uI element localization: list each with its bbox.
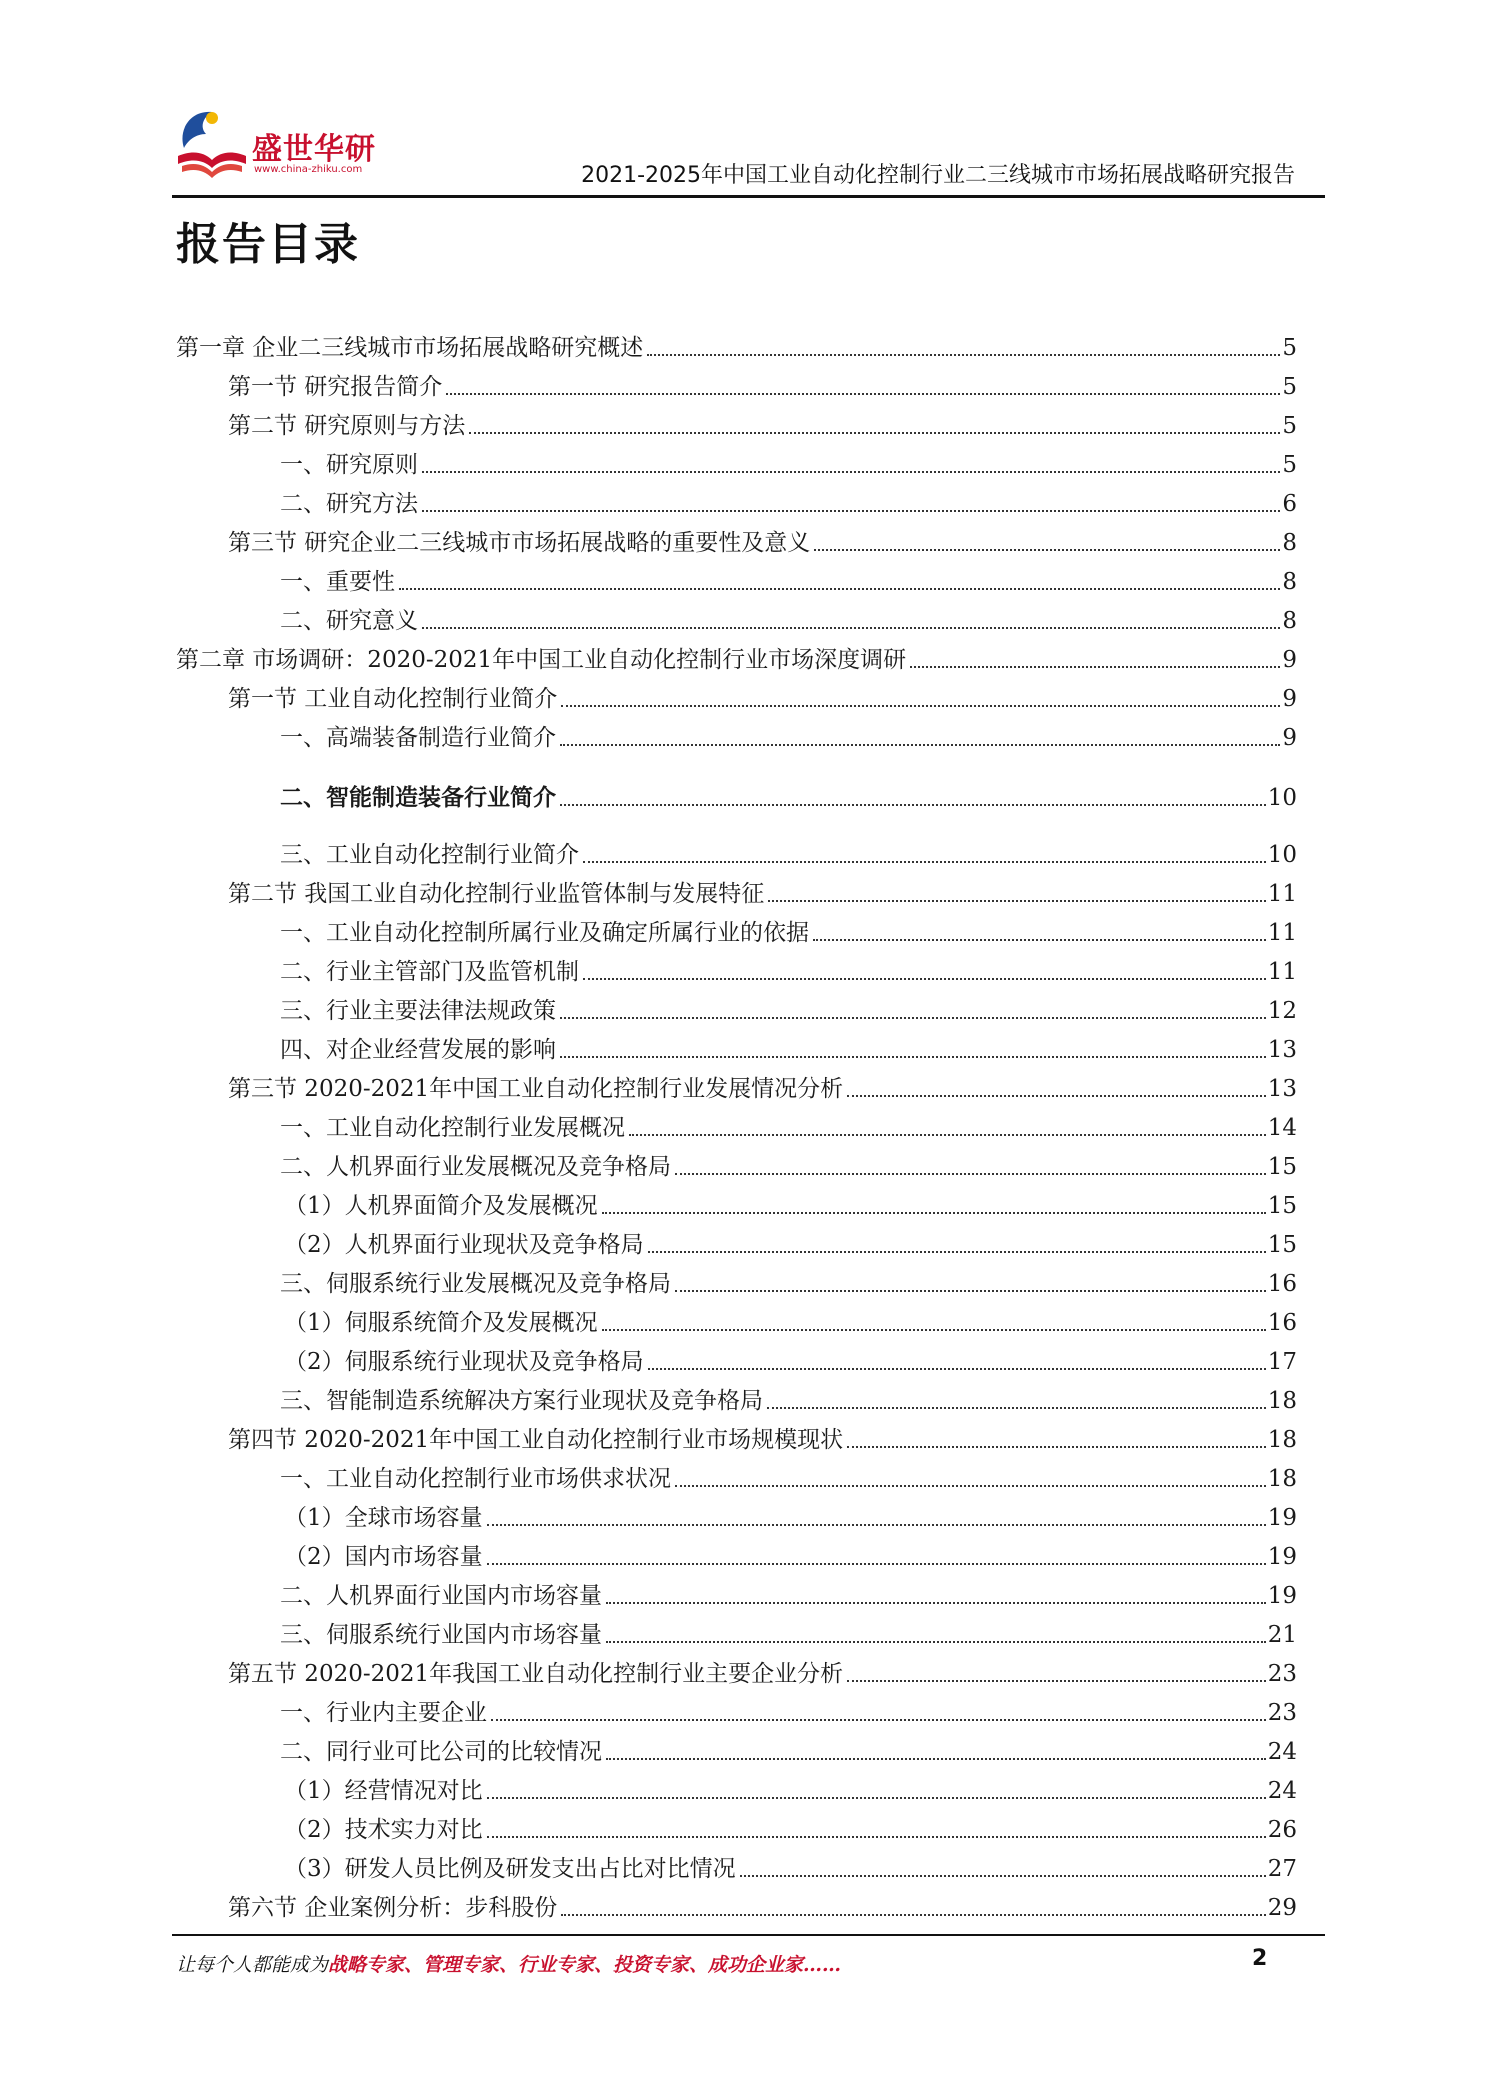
logo-book-icon [172, 104, 252, 184]
toc-entry-title: 二、同行业可比公司的比较情况 [280, 1739, 602, 1765]
toc-entry[interactable] [280, 1106, 1297, 1142]
toc-entry-page: 11 [1267, 959, 1297, 985]
toc-entry-page: 11 [1267, 881, 1297, 907]
company-logo [172, 100, 387, 190]
toc-entry[interactable] [280, 1028, 1297, 1064]
toc-entry-page: 8 [1282, 569, 1297, 595]
toc-entry[interactable] [228, 677, 1297, 713]
toc-entry-title: 三、行业主要法律法规政策 [280, 998, 556, 1024]
toc-entry-page: 8 [1282, 608, 1297, 634]
toc-entry-page: 9 [1282, 686, 1297, 712]
toc-entry[interactable] [280, 1691, 1297, 1727]
toc-dot-leader [469, 432, 1280, 434]
toc-entry-title: 一、工业自动化控制行业市场供求状况 [280, 1466, 671, 1492]
toc-entry[interactable] [280, 599, 1297, 635]
toc-entry-page: 19 [1267, 1505, 1297, 1531]
toc-dot-leader [648, 1368, 1266, 1370]
toc-dot-leader [647, 354, 1280, 356]
toc-entry-title: （1）伺服系统简介及发展概况 [284, 1310, 598, 1336]
toc-entry-page: 16 [1267, 1271, 1297, 1297]
toc-entry[interactable] [284, 1808, 1297, 1844]
footer-slogan-prefix: 让每个人都能成为 [176, 1954, 329, 1976]
toc-entry[interactable] [280, 1730, 1297, 1766]
toc-entry-page: 10 [1267, 785, 1297, 811]
toc-entry[interactable] [280, 1145, 1297, 1181]
toc-entry[interactable] [284, 1847, 1297, 1883]
page-number: 2 [1252, 1946, 1268, 1971]
toc-entry[interactable] [284, 1340, 1297, 1376]
toc-entry-page: 19 [1267, 1544, 1297, 1570]
toc-entry-page: 5 [1282, 335, 1297, 361]
report-title: 2021-2025年中国工业自动化控制行业二三线城市市场拓展战略研究报告 [581, 163, 1295, 188]
toc-dot-leader [491, 1719, 1266, 1721]
toc-entry[interactable] [176, 638, 1297, 674]
toc-entry[interactable] [280, 833, 1297, 869]
toc-entry-title: 第五节 2020-2021年我国工业自动化控制行业主要企业分析 [228, 1661, 844, 1687]
toc-dot-leader [675, 1173, 1266, 1175]
footer-divider [172, 1934, 1325, 1936]
toc-dot-leader [813, 939, 1266, 941]
toc-entry[interactable] [280, 1613, 1297, 1649]
toc-dot-leader [487, 1836, 1266, 1838]
toc-dot-leader [675, 1290, 1266, 1292]
toc-entry[interactable] [176, 326, 1297, 362]
toc-entry-title: （1）人机界面简介及发展概况 [284, 1193, 598, 1219]
toc-entry-title: 一、研究原则 [280, 452, 418, 478]
toc-entry[interactable] [280, 1379, 1297, 1415]
toc-entry-title: 第三节 2020-2021年中国工业自动化控制行业发展情况分析 [228, 1076, 844, 1102]
toc-entry[interactable] [284, 1223, 1297, 1259]
toc-dot-leader [399, 588, 1280, 590]
toc-entry-title: 二、人机界面行业发展概况及竞争格局 [280, 1154, 671, 1180]
toc-dot-leader [606, 1758, 1266, 1760]
toc-entry-page: 10 [1267, 842, 1297, 868]
toc-entry[interactable] [280, 776, 1297, 812]
toc-entry-title: 一、工业自动化控制行业发展概况 [280, 1115, 625, 1141]
toc-entry-title: （2）伺服系统行业现状及竞争格局 [284, 1349, 644, 1375]
toc-entry-page: 11 [1267, 920, 1297, 946]
toc-dot-leader [422, 627, 1280, 629]
logo-name: 盛世华研 [252, 132, 376, 167]
toc-entry-page: 18 [1267, 1427, 1297, 1453]
toc-dot-leader [675, 1485, 1266, 1487]
toc-entry-title: 二、研究意义 [280, 608, 418, 634]
toc-entry-page: 18 [1267, 1388, 1297, 1414]
toc-entry-page: 5 [1282, 452, 1297, 478]
toc-entry-page: 5 [1282, 374, 1297, 400]
toc-entry-page: 26 [1267, 1817, 1297, 1843]
toc-dot-leader [583, 861, 1266, 863]
toc-dot-leader [487, 1797, 1266, 1799]
toc-entry-title: 三、伺服系统行业发展概况及竞争格局 [280, 1271, 671, 1297]
toc-dot-leader [847, 1446, 1266, 1448]
toc-entry-title: 三、伺服系统行业国内市场容量 [280, 1622, 602, 1648]
toc-dot-leader [602, 1329, 1266, 1331]
toc-entry-page: 13 [1267, 1076, 1297, 1102]
toc-entry-page: 19 [1267, 1583, 1297, 1609]
toc-entry-title: 第一章 企业二三线城市市场拓展战略研究概述 [176, 335, 644, 361]
toc-dot-leader [606, 1641, 1266, 1643]
toc-entry-page: 9 [1282, 647, 1297, 673]
toc-entry[interactable] [284, 1769, 1297, 1805]
toc-dot-leader [561, 705, 1280, 707]
toc-entry-title: 第二节 研究原则与方法 [228, 413, 466, 439]
toc-dot-leader [740, 1875, 1266, 1877]
footer-slogan [176, 1950, 841, 1977]
toc-entry-page: 23 [1267, 1661, 1297, 1687]
toc-entry-page: 14 [1267, 1115, 1297, 1141]
toc-entry-title: （1）经营情况对比 [284, 1778, 483, 1804]
toc-entry[interactable] [284, 1496, 1297, 1532]
toc-dot-leader [606, 1602, 1266, 1604]
toc-entry-title: 三、工业自动化控制行业简介 [280, 842, 579, 868]
toc-entry-title: 一、高端装备制造行业简介 [280, 725, 556, 751]
toc-entry-page: 8 [1282, 530, 1297, 556]
toc-dot-leader [487, 1524, 1266, 1526]
toc-dot-leader [560, 1056, 1266, 1058]
toc-dot-leader [583, 978, 1266, 980]
toc-entry-title: 一、重要性 [280, 569, 395, 595]
toc-entry[interactable] [228, 872, 1297, 908]
toc-entry-page: 15 [1267, 1232, 1297, 1258]
toc-entry[interactable] [228, 365, 1297, 401]
toc-dot-leader [561, 1914, 1265, 1916]
toc-dot-leader [768, 900, 1265, 902]
toc-entry-page: 24 [1267, 1739, 1297, 1765]
toc-entry-title: （1）全球市场容量 [284, 1505, 483, 1531]
toc-entry[interactable] [280, 1457, 1297, 1493]
toc-entry[interactable] [228, 1652, 1297, 1688]
toc-entry[interactable] [280, 716, 1297, 752]
toc-entry-page: 13 [1267, 1037, 1297, 1063]
toc-entry-page: 17 [1267, 1349, 1297, 1375]
toc-entry-title: 第一节 研究报告简介 [228, 374, 443, 400]
toc-entry[interactable] [228, 1418, 1297, 1454]
toc-dot-leader [602, 1212, 1266, 1214]
toc-dot-leader [847, 1095, 1266, 1097]
toc-entry-title: 第三节 研究企业二三线城市市场拓展战略的重要性及意义 [228, 530, 811, 556]
toc-entry[interactable] [280, 1262, 1297, 1298]
toc-entry-page: 9 [1282, 725, 1297, 751]
toc-entry-page: 24 [1267, 1778, 1297, 1804]
toc-dot-leader [446, 393, 1280, 395]
toc-dot-leader [814, 549, 1280, 551]
toc-entry[interactable] [228, 521, 1297, 557]
toc-dot-leader [629, 1134, 1266, 1136]
toc-dot-leader [422, 510, 1280, 512]
logo-url: www.china-zhiku.com [254, 164, 363, 175]
toc-entry-title: 第六节 企业案例分析：步科股份 [228, 1895, 558, 1921]
toc-dot-leader [560, 804, 1266, 806]
toc-entry[interactable] [228, 1886, 1297, 1922]
toc-entry-title: （2）人机界面行业现状及竞争格局 [284, 1232, 644, 1258]
toc-entry[interactable] [280, 1574, 1297, 1610]
toc-entry-title: （2）技术实力对比 [284, 1817, 483, 1843]
toc-entry-page: 6 [1282, 491, 1297, 517]
toc-dot-leader [648, 1251, 1266, 1253]
toc-entry[interactable] [284, 1184, 1297, 1220]
toc-entry-title: 二、智能制造装备行业简介 [280, 785, 556, 811]
toc-entry-page: 21 [1267, 1622, 1297, 1648]
toc-entry-title: 一、工业自动化控制所属行业及确定所属行业的依据 [280, 920, 809, 946]
header-divider [172, 195, 1325, 198]
toc-entry-page: 15 [1267, 1154, 1297, 1180]
toc-entry-title: 一、行业内主要企业 [280, 1700, 487, 1726]
toc-entry[interactable] [280, 482, 1297, 518]
toc-entry-page: 23 [1267, 1700, 1297, 1726]
toc-entry-title: 第四节 2020-2021年中国工业自动化控制行业市场规模现状 [228, 1427, 844, 1453]
toc-entry[interactable] [228, 404, 1297, 440]
toc-entry-title: （2）国内市场容量 [284, 1544, 483, 1570]
toc-dot-leader [487, 1563, 1266, 1565]
toc-entry-title: 第一节 工业自动化控制行业简介 [228, 686, 558, 712]
toc-dot-leader [910, 666, 1280, 668]
toc-entry-page: 5 [1282, 413, 1297, 439]
toc-dot-leader [560, 744, 1280, 746]
toc-entry-title: 四、对企业经营发展的影响 [280, 1037, 556, 1063]
toc-entry-page: 18 [1267, 1466, 1297, 1492]
page-title: 报告目录 [176, 219, 360, 270]
toc-entry-title: 二、研究方法 [280, 491, 418, 517]
toc-dot-leader [422, 471, 1280, 473]
toc-entry-title: 第二节 我国工业自动化控制行业监管体制与发展特征 [228, 881, 765, 907]
toc-entry-title: 第二章 市场调研：2020-2021年中国工业自动化控制行业市场深度调研 [176, 647, 907, 673]
toc-entry-title: 三、智能制造系统解决方案行业现状及竞争格局 [280, 1388, 763, 1414]
toc-dot-leader [767, 1407, 1266, 1409]
toc-entry[interactable] [280, 560, 1297, 596]
toc-entry[interactable] [284, 1535, 1297, 1571]
toc-entry-page: 29 [1267, 1895, 1297, 1921]
toc-entry-page: 16 [1267, 1310, 1297, 1336]
toc-entry[interactable] [280, 911, 1297, 947]
toc-entry-page: 15 [1267, 1193, 1297, 1219]
toc-entry[interactable] [284, 1301, 1297, 1337]
toc-entry-page: 12 [1267, 998, 1297, 1024]
toc-entry[interactable] [280, 989, 1297, 1025]
footer-slogan-highlight: 战略专家、管理专家、行业专家、投资专家、成功企业家…… [328, 1954, 842, 1976]
toc-dot-leader [560, 1017, 1266, 1019]
toc-entry[interactable] [228, 1067, 1297, 1103]
toc-entry-title: （3）研发人员比例及研发支出占比对比情况 [284, 1856, 736, 1882]
toc-dot-leader [847, 1680, 1266, 1682]
toc-entry[interactable] [280, 950, 1297, 986]
toc-entry-title: 二、行业主管部门及监管机制 [280, 959, 579, 985]
toc-entry-page: 27 [1267, 1856, 1297, 1882]
toc-entry[interactable] [280, 443, 1297, 479]
toc-entry-title: 二、人机界面行业国内市场容量 [280, 1583, 602, 1609]
